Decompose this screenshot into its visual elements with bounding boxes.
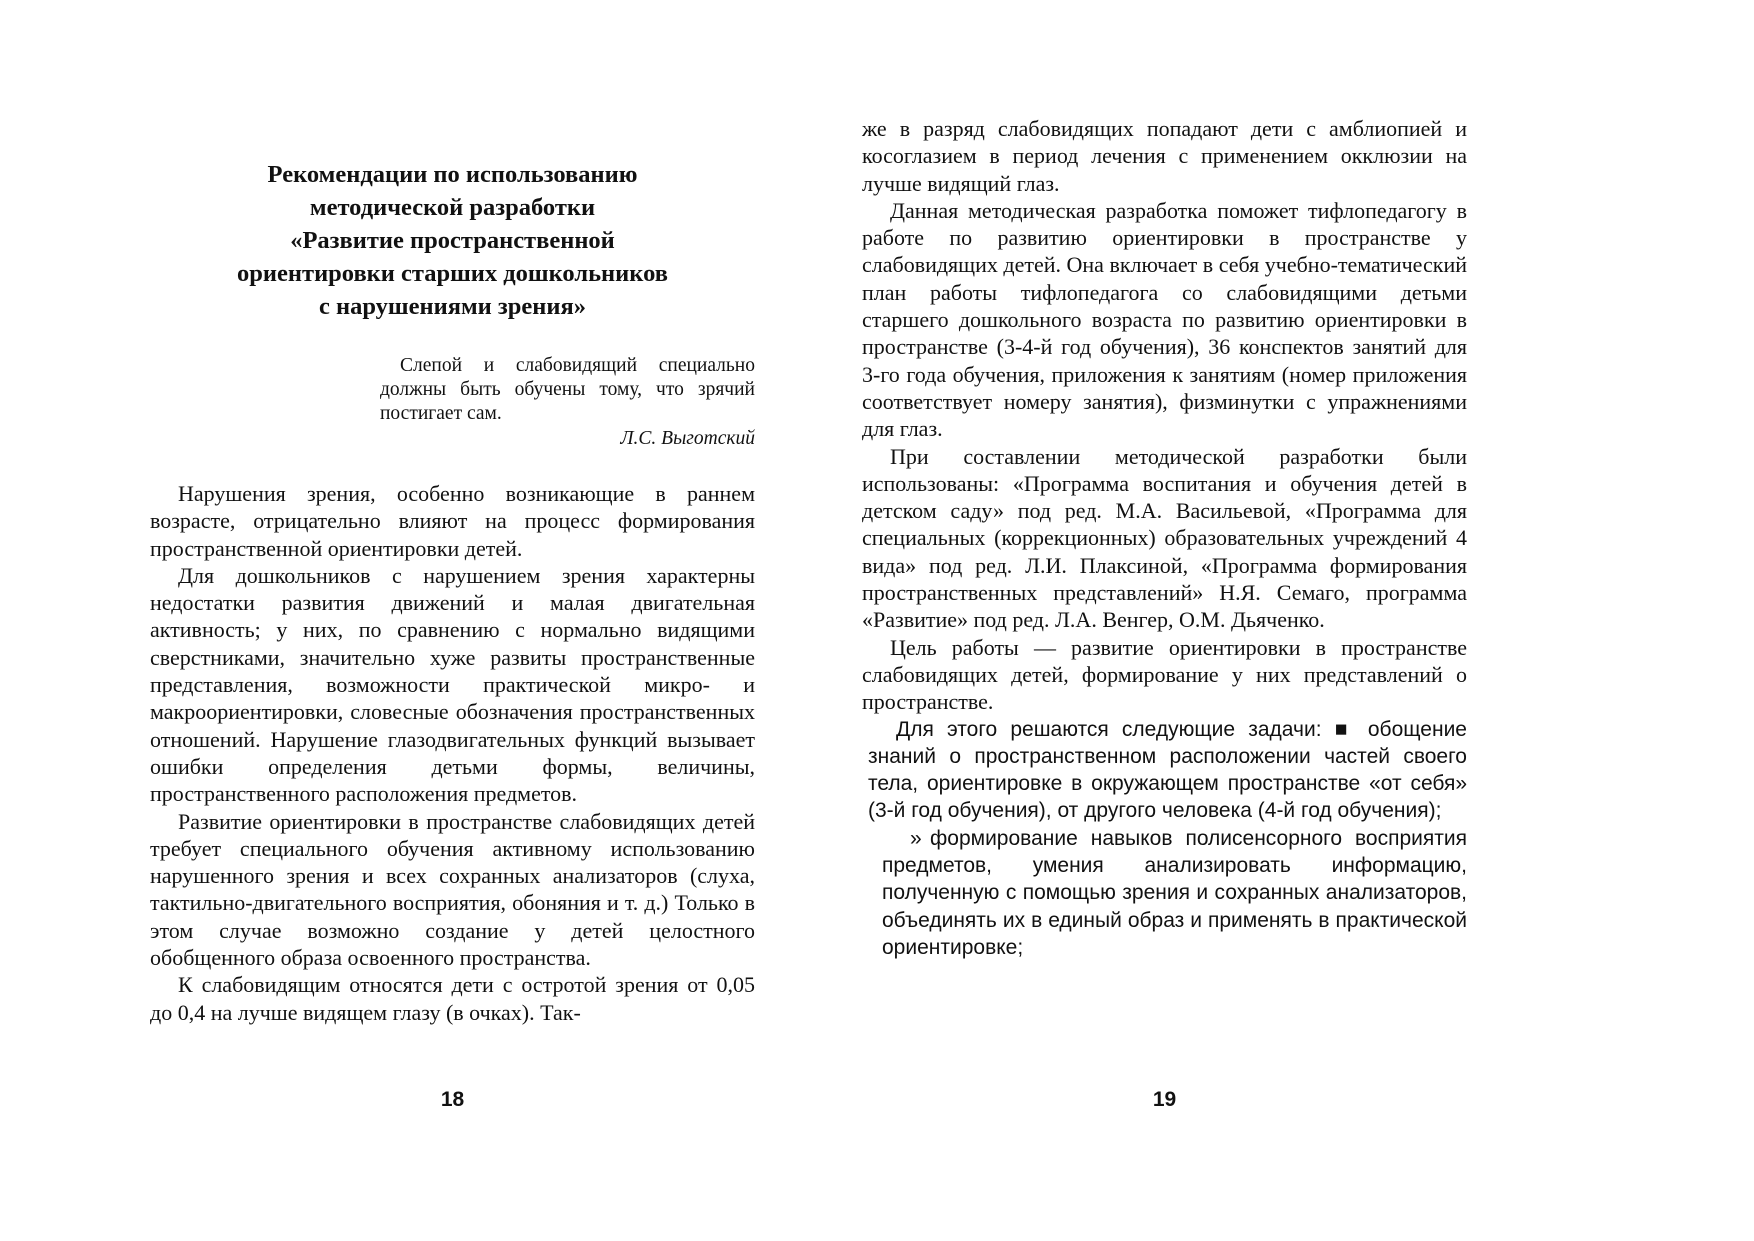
paragraph: Развитие ориентировки в пространстве слабовидящих детей требует специального обучения активному использованию нарушенного зрения и всех сохранных анализаторов (слуха, тактильно-двигательного восприятия, обоняния и т. д.) Только в этом случае возможно создание у детей целостного обобщенного образа освоенного пространства. [150, 808, 755, 971]
title-line: ориентировки старших дошкольников [237, 260, 668, 287]
tasks-intro-text: Для этого решаются следующие задачи: [896, 717, 1322, 741]
tasks-intro [862, 716, 1467, 825]
square-bullet-icon: ■ [1334, 717, 1355, 741]
left-body-text [150, 480, 755, 1026]
paragraph: Цель работы — развитие ориентировки в пространстве слабовидящих детей, формирование у них представлений о пространстве. [862, 634, 1467, 715]
epigraph-author: Л.С. Выготский [620, 428, 755, 449]
epigraph-text: Слепой и слабовидящий специально должны быть обучены тому, что зрячий постигает сам. [380, 355, 755, 424]
task-text: обощение знаний о пространственном расположении частей своего тела, ориентировке в окружающем пространстве «от себя» (3-й год обучения), от другого человека (4-й год обучения); [868, 717, 1467, 823]
list-item [862, 825, 1467, 961]
bullet-icon: » [910, 826, 922, 850]
task-text: формирование навыков полисенсорного восприятия предметов, умения анализировать информацию, полученную с помощью зрения и сохранных анализаторов, объединять их в единый образ и применять в практической ориентировке; [882, 826, 1467, 959]
tasks-list [862, 716, 1467, 962]
title-line: с нарушениями зрения» [319, 293, 586, 320]
document-title [150, 158, 755, 323]
paragraph: Нарушения зрения, особенно возникающие в раннем возрасте, отрицательно влияют на процесс формирования пространственной ориентировки детей. [150, 481, 755, 561]
paragraph: Данная методическая разработка поможет тифлопедагогу в работе по развитию ориентировки в пространстве у слабовидящих детей. Она включает в себя учебно-тематический план работы тифлопедагога со слабовидящими детьми старшего дошкольного возраста по развитию ориентировки в пространстве (3-4-й год обучения), 36 конспектов занятий для 3-го года обучения, приложения к занятиям (номер приложения соответствует номеру занятия), физминутки с упражнениями для глаз. [862, 197, 1467, 442]
paragraph: При составлении методической разработки были использованы: «Программа воспитания и обучения детей в детском саду» под ред. М.А. Васильевой, «Программа для специальных (коррекционных) образовательных учреждений 4 вида» под ред. Л.И. Плаксиной, «Программа формирования пространственных представлений» Н.Я. Семаго, программа «Развитие» под ред. Л.А. Венгер, О.М. Дьяченко. [862, 443, 1467, 633]
paragraph-continuation: же в разряд слабовидящих попадают дети с амблиопией и косоглазием в период лечения с применением окклюзии на лучше видящий глаз. [862, 116, 1467, 196]
paragraph: Для дошкольников с нарушением зрения характерны недостатки развития движений и малая двигательная активность; у них, по сравнению с нормально видящими сверстниками, значительно хуже развиты пространственные представления, возможности практической микро- и макроориентировки, словесные обозначения пространственных отношений. Нарушение глазодвигательных функций вызывает ошибки определения детьми формы, величины, пространственного расположения предметов. [150, 562, 755, 807]
title-line: Рекомендации по использованию [267, 161, 638, 188]
page-number: 19 [1152, 1088, 1177, 1111]
title-line: «Развитие пространственной [290, 227, 615, 254]
page-number: 18 [440, 1088, 465, 1111]
right-body-text [862, 115, 1467, 961]
title-line: методической разработки [309, 194, 596, 221]
paragraph: К слабовидящим относятся дети с остротой зрения от 0,05 до 0,4 на лучше видящем глазу (в очках). Так- [150, 972, 755, 1025]
